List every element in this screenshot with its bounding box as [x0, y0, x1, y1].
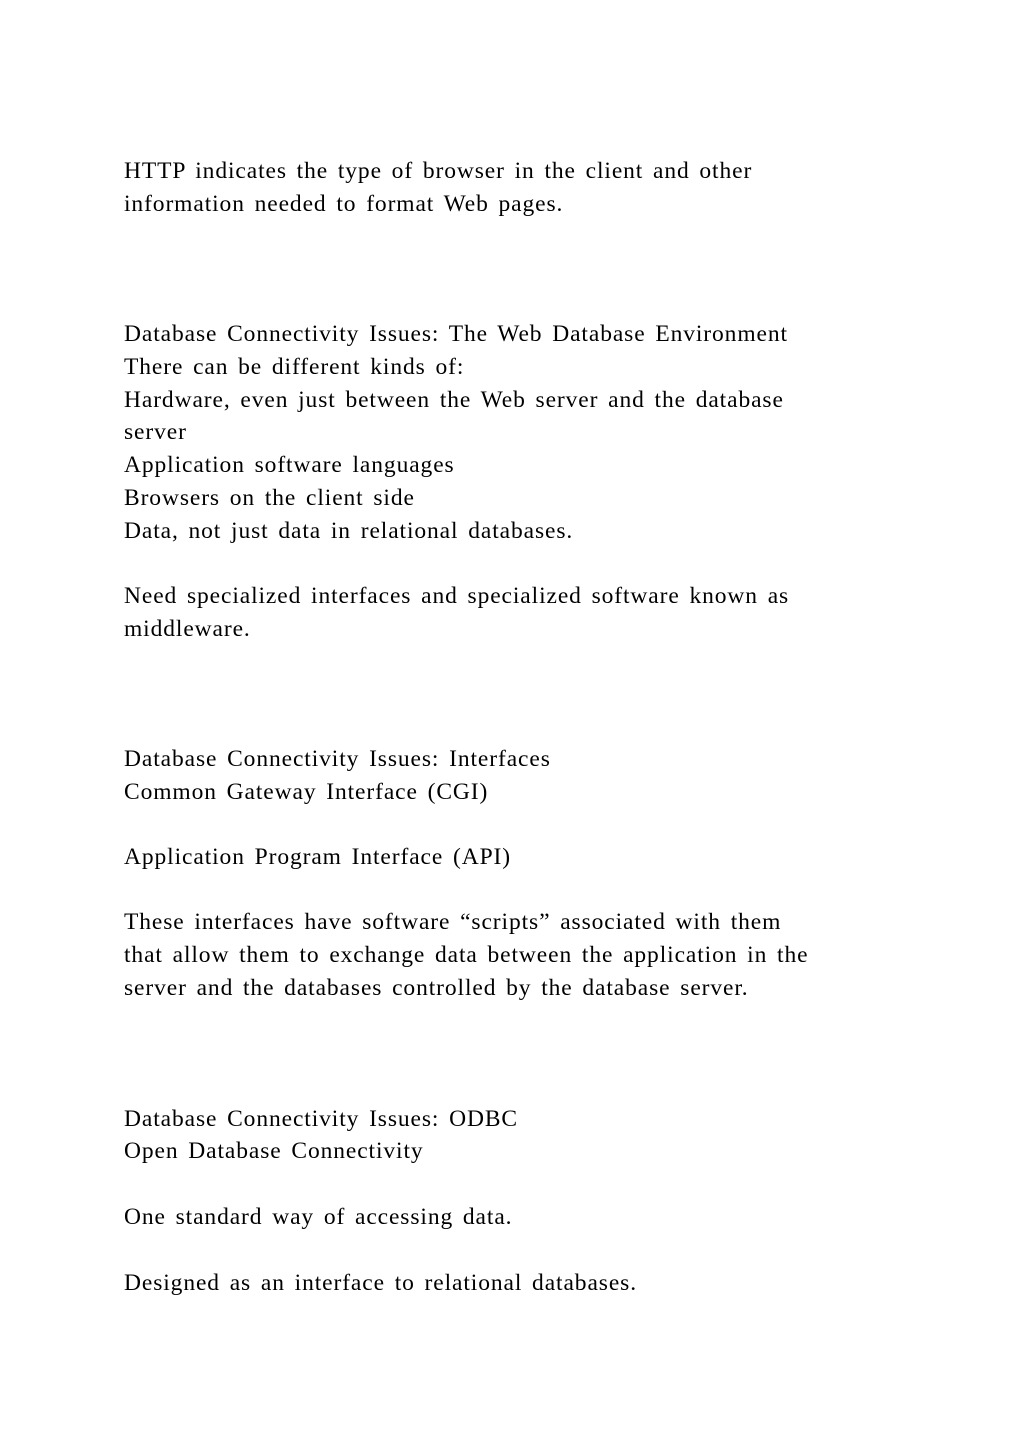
- interfaces-description-line-2: that allow them to exchange data between the application in the: [124, 942, 809, 968]
- environment-line-5: Browsers on the client side: [124, 485, 415, 511]
- environment-line-1: There can be different kinds of:: [124, 354, 465, 380]
- odbc-subheading: Open Database Connectivity: [124, 1138, 424, 1164]
- odbc-point-1: One standard way of accessing data.: [124, 1204, 513, 1230]
- environment-line-3: server: [124, 419, 187, 445]
- interfaces-heading: Database Connectivity Issues: Interfaces: [124, 746, 551, 772]
- interfaces-item-cgi: Common Gateway Interface (CGI): [124, 779, 489, 805]
- intro-line-1: HTTP indicates the type of browser in the client and other: [124, 158, 753, 184]
- interfaces-description-line-3: server and the databases controlled by the database server.: [124, 975, 749, 1001]
- environment-heading: Database Connectivity Issues: The Web Database Environment: [124, 321, 788, 347]
- interfaces-item-api: Application Program Interface (API): [124, 844, 511, 870]
- intro-line-2: information needed to format Web pages.: [124, 191, 564, 217]
- odbc-point-2: Designed as an interface to relational databases.: [124, 1270, 637, 1296]
- environment-line-2: Hardware, even just between the Web server and the database: [124, 387, 784, 413]
- environment-note-line-2: middleware.: [124, 616, 251, 642]
- environment-line-6: Data, not just data in relational databases.: [124, 518, 574, 544]
- environment-line-4: Application software languages: [124, 452, 455, 478]
- environment-note-line-1: Need specialized interfaces and specialized software known as: [124, 583, 790, 609]
- odbc-heading: Database Connectivity Issues: ODBC: [124, 1106, 519, 1132]
- interfaces-description-line-1: These interfaces have software “scripts” associated with them: [124, 909, 782, 935]
